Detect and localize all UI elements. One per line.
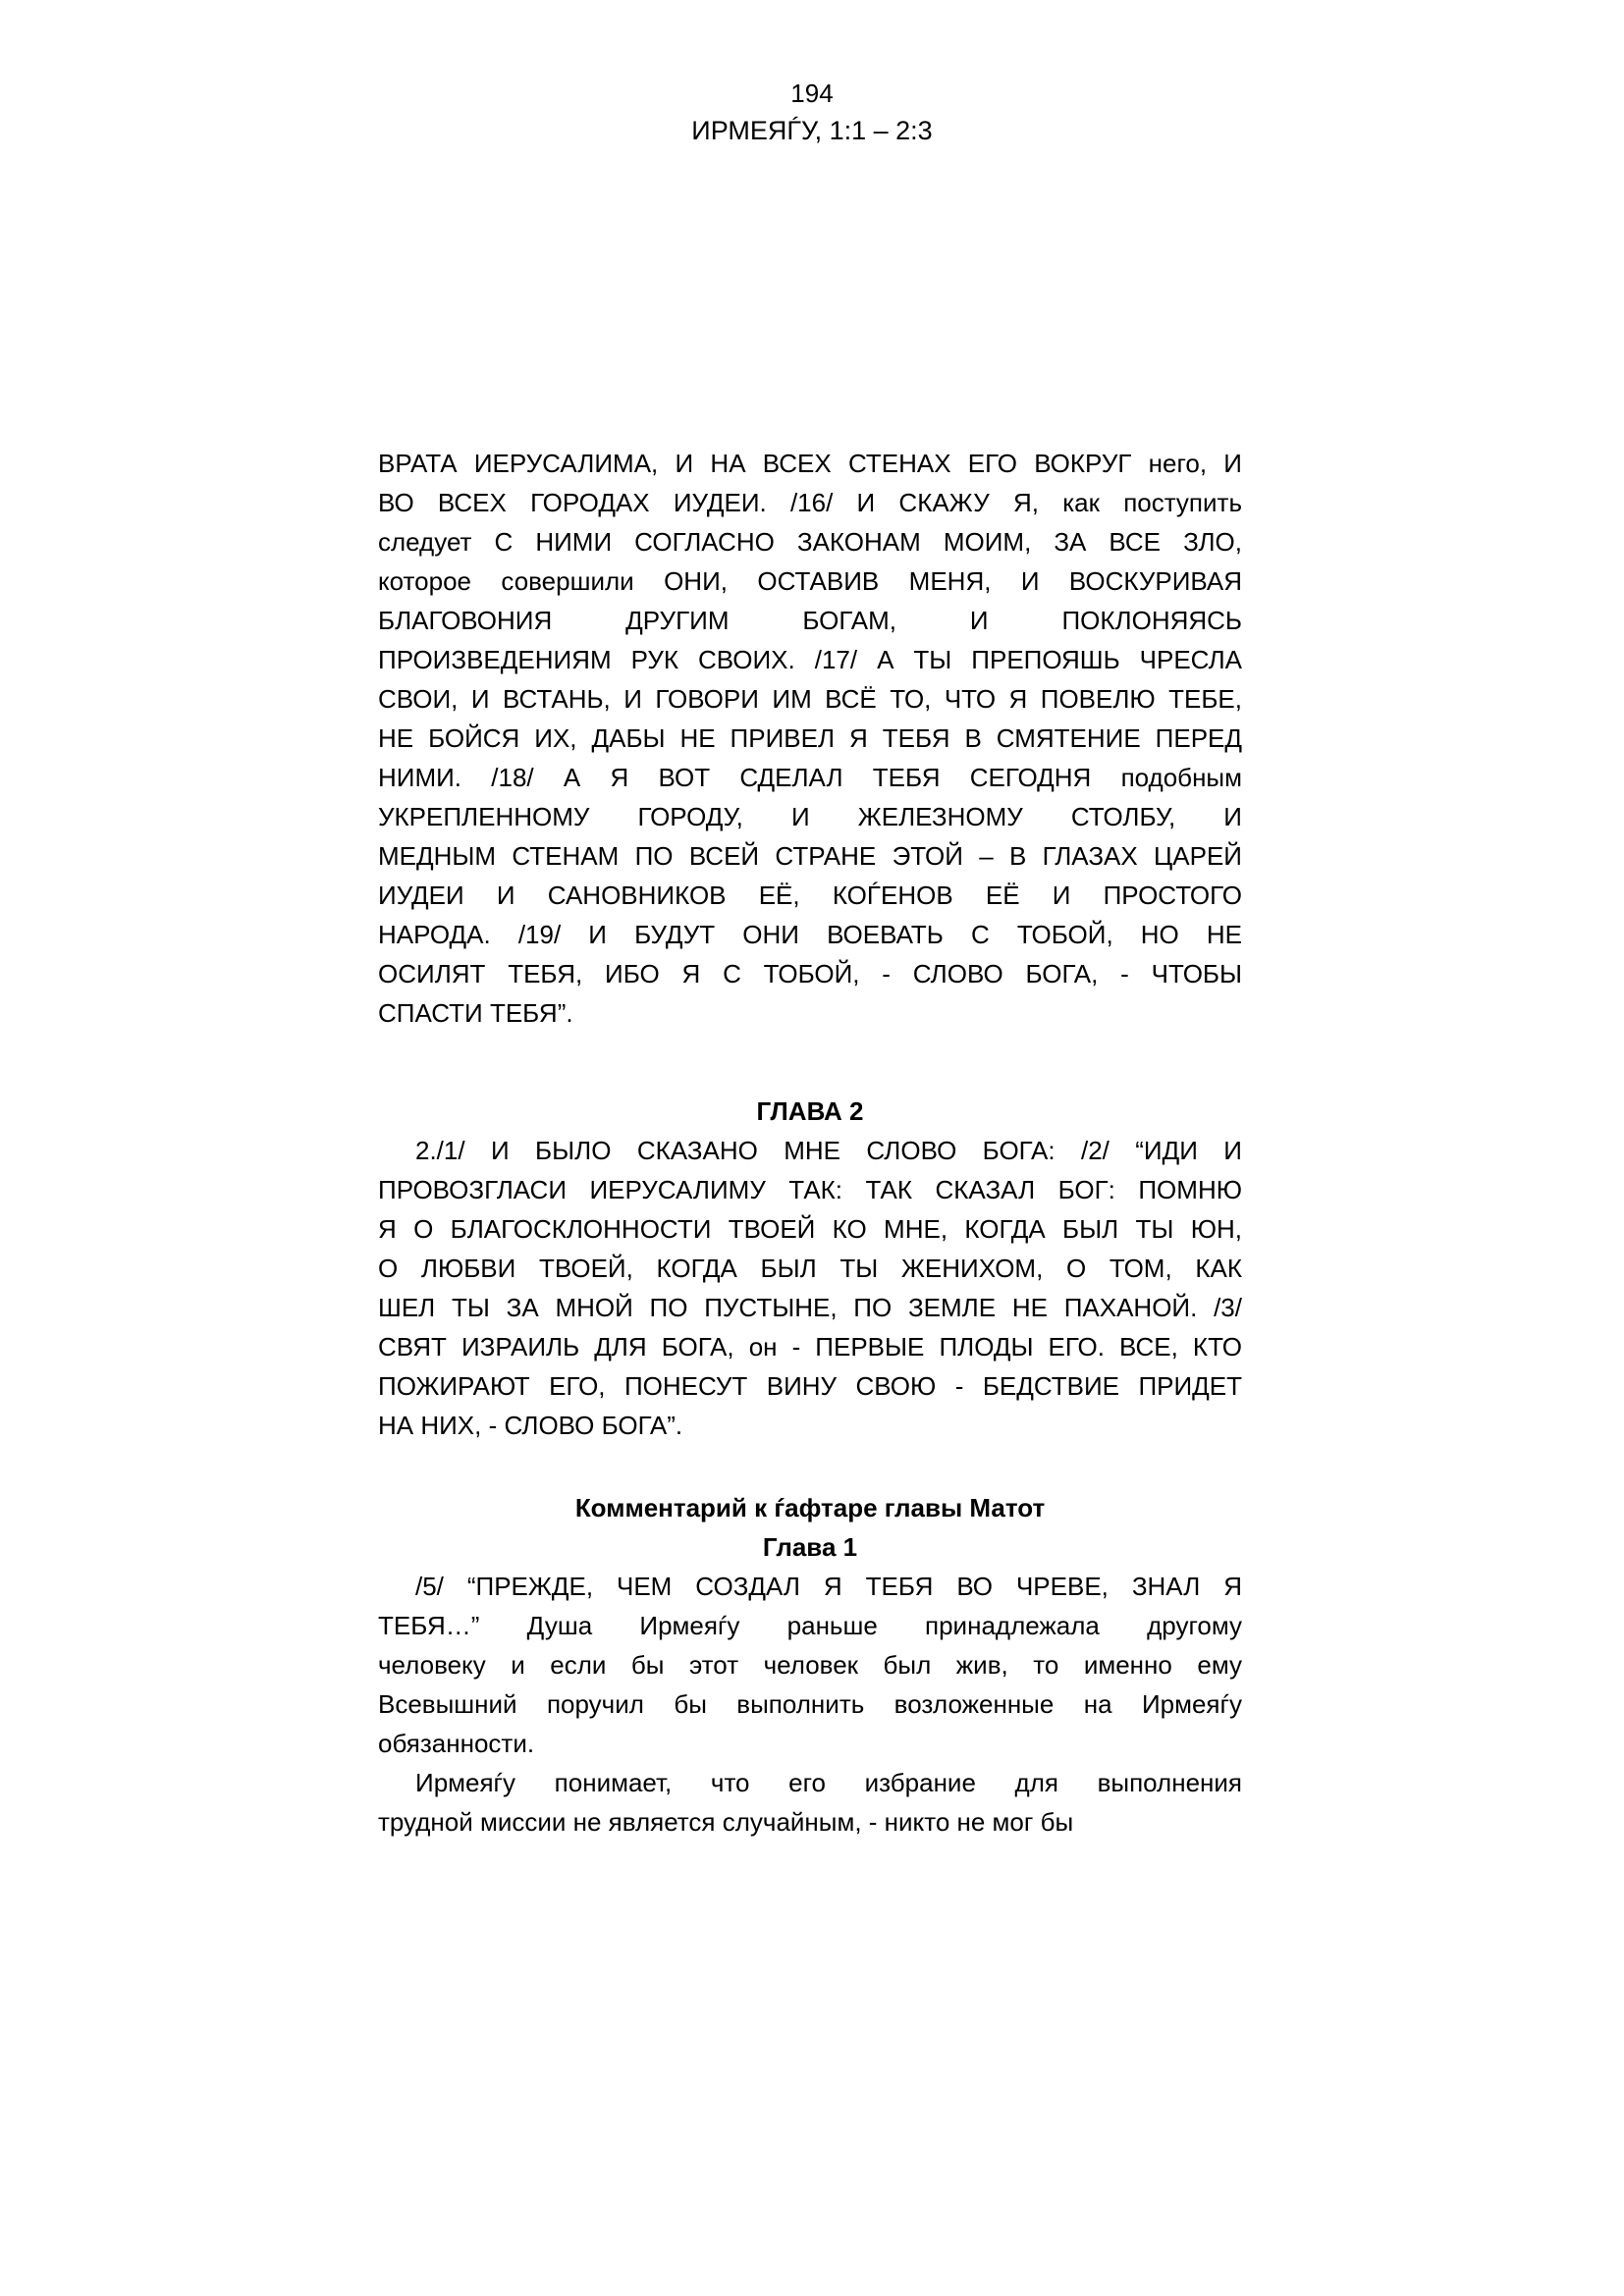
text-line: МЕДНЫМ СТЕНАМ ПО ВСЕЙ СТРАНЕ ЭТОЙ – В ГЛАЗАХ ЦАРЕЙ (378, 841, 1242, 871)
text-line: ВО ВСЕХ ГОРОДАХ ИУДЕИ. /16/ И СКАЖУ Я, как поступить (378, 488, 1242, 517)
text-line: Ирмеяѓу понимает, что его избрание для выполнения (415, 1768, 1242, 1797)
text-line: Я О БЛАГОСКЛОННОСТИ ТВОЕЙ КО МНЕ, КОГДА БЫЛ ТЫ ЮН, (378, 1214, 1242, 1244)
text-line: НЕ БОЙСЯ ИХ, ДАБЫ НЕ ПРИВЕЛ Я ТЕБЯ В СМЯТЕНИЕ ПЕРЕД (378, 723, 1242, 753)
text-content (378, 444, 1242, 1842)
text-line: трудной миссии не является случайным, - никто не мог бы (378, 1807, 1074, 1837)
chapter-1-subheading: Глава 1 (762, 1532, 858, 1562)
text-line: ПОЖИРАЮТ ЕГО, ПОНЕСУТ ВИНУ СВОЮ - БЕДСТВИЕ ПРИДЕТ (378, 1371, 1242, 1401)
text-line: ПРОВОЗГЛАСИ ИЕРУСАЛИМУ ТАК: ТАК СКАЗАЛ БОГ: ПОМНЮ (378, 1175, 1242, 1204)
chapter-2-heading: ГЛАВА 2 (756, 1096, 864, 1126)
text-line: /5/ “ПРЕЖДЕ, ЧЕМ СОЗДАЛ Я ТЕБЯ ВО ЧРЕВЕ, ЗНАЛ Я (415, 1572, 1242, 1601)
text-line: 2./1/ И БЫЛО СКАЗАНО МНЕ СЛОВО БОГА: /2/ “ИДИ И (415, 1136, 1242, 1165)
text-line: БЛАГОВОНИЯ ДРУГИМ БОГАМ, И ПОКЛОНЯЯСЬ (378, 606, 1242, 635)
text-line: обязанности. (378, 1729, 535, 1758)
text-line: НИМИ. /18/ А Я ВОТ СДЕЛАЛ ТЕБЯ СЕГОДНЯ подобным (378, 763, 1242, 792)
text-line: человеку и если бы этот человек был жив, то именно ему (378, 1650, 1242, 1680)
text-line: которое совершили ОНИ, ОСТАВИВ МЕНЯ, И ВОСКУРИВАЯ (378, 566, 1242, 596)
text-line: НАРОДА. /19/ И БУДУТ ОНИ ВОЕВАТЬ С ТОБОЙ, НО НЕ (378, 920, 1242, 949)
text-line: ВРАТА ИЕРУСАЛИМА, И НА ВСЕХ СТЕНАХ ЕГО ВОКРУГ него, И (378, 449, 1242, 478)
text-line: СВОИ, И ВСТАНЬ, И ГОВОРИ ИМ ВСЁ ТО, ЧТО Я ПОВЕЛЮ ТЕБЕ, (378, 684, 1242, 714)
page-number: 194 (790, 79, 834, 108)
text-line: ОСИЛЯТ ТЕБЯ, ИБО Я С ТОБОЙ, - СЛОВО БОГА, - ЧТОБЫ (378, 959, 1242, 988)
text-line: ИУДЕИ И САНОВНИКОВ ЕЁ, КОЃЕНОВ ЕЁ И ПРОСТОГО (378, 881, 1242, 910)
text-line: УКРЕПЛЕННОМУ ГОРОДУ, И ЖЕЛЕЗНОМУ СТОЛБУ, И (378, 802, 1242, 831)
scripture-paragraph-chapter1 (378, 444, 1242, 1033)
text-line: О ЛЮБВИ ТВОЕЙ, КОГДА БЫЛ ТЫ ЖЕНИХОМ, О ТОМ, КАК (378, 1254, 1242, 1283)
running-header: ИРМЕЯЃУ, 1:1 – 2:3 (691, 116, 933, 145)
text-line: следует С НИМИ СОГЛАСНО ЗАКОНАМ МОИМ, ЗА ВСЕ ЗЛО, (378, 527, 1242, 557)
commentary-paragraph-2 (378, 1763, 1242, 1842)
text-line: ТЕБЯ…” Душа Ирмеяѓу раньше принадлежала другому (378, 1611, 1242, 1640)
text-line: СПАСТИ ТЕБЯ”. (378, 998, 573, 1028)
text-line: ШЕЛ ТЫ ЗА МНОЙ ПО ПУСТЫНЕ, ПО ЗЕМЛЕ НЕ ПАХАНОЙ. /3/ (378, 1293, 1242, 1322)
commentary-paragraph-1 (378, 1567, 1242, 1763)
text-line: ПРОИЗВЕДЕНИЯМ РУК СВОИХ. /17/ А ТЫ ПРЕПОЯШЬ ЧРЕСЛА (378, 645, 1242, 674)
text-line: Всевышний поручил бы выполнить возложенные на Ирмеяѓу (378, 1689, 1242, 1719)
scripture-paragraph-chapter2 (378, 1131, 1242, 1445)
commentary-heading: Комментарий к ѓафтаре главы Матот (574, 1493, 1046, 1522)
text-line: СВЯТ ИЗРАИЛЬ ДЛЯ БОГА, он - ПЕРВЫЕ ПЛОДЫ ЕГО. ВСЕ, КТО (378, 1332, 1242, 1362)
text-line: НА НИХ, - СЛОВО БОГА”. (378, 1411, 683, 1440)
